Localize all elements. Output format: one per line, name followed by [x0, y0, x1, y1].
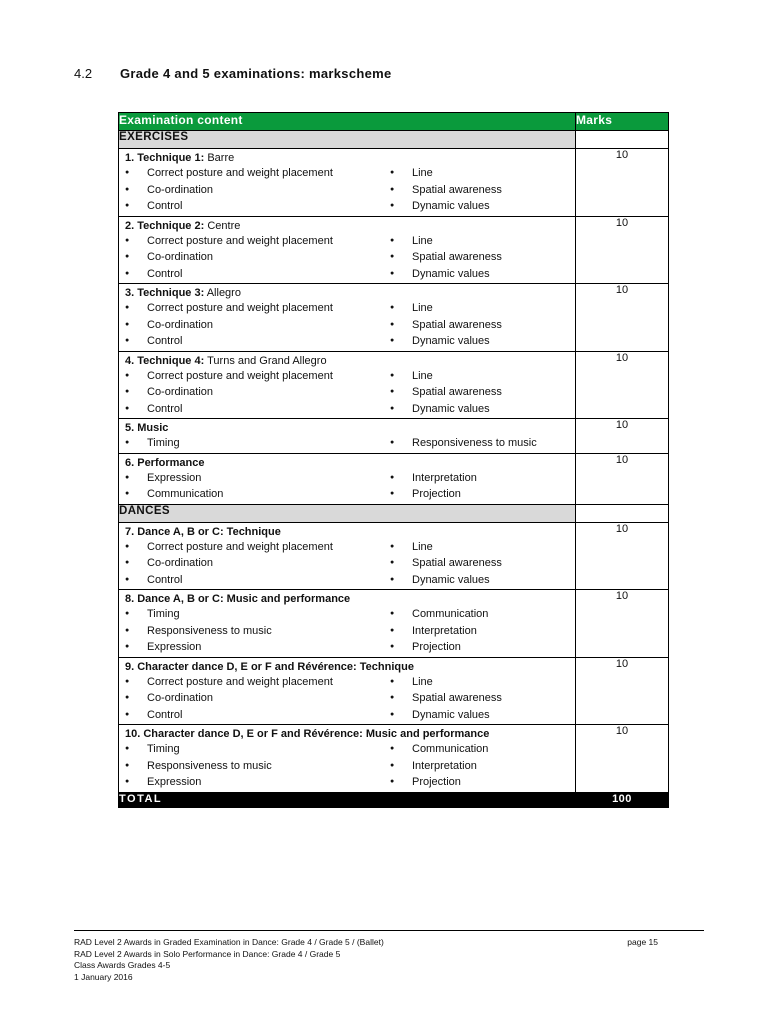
table-row — [119, 522, 669, 590]
criterion-item: ● Correct posture and weight placement — [125, 674, 390, 691]
criterion-item: ● Correct posture and weight placement — [125, 233, 390, 250]
table-row — [119, 590, 669, 658]
criteria-list — [119, 233, 575, 284]
footer-line-2: RAD Level 2 Awards in Solo Performance in Dance: Grade 4 / Grade 5 — [74, 948, 341, 959]
criterion-item: ● Control — [125, 707, 390, 724]
criterion-item: ● Co-ordination — [125, 555, 390, 572]
footer-divider — [74, 930, 704, 931]
criterion-item: ● Dynamic values — [390, 401, 570, 418]
item-cell — [119, 590, 576, 658]
criterion-item: ● Co-ordination — [125, 249, 390, 266]
item-marks: 10 — [576, 284, 669, 352]
footer-line-4: 1 January 2016 — [74, 971, 133, 982]
item-heading: 2. Technique 2: — [125, 219, 205, 232]
criterion-item: ● Interpretation — [390, 758, 570, 775]
item-cell — [119, 419, 576, 454]
item-title — [119, 523, 575, 539]
criterion-item: ● Responsiveness to music — [125, 623, 390, 640]
item-marks: 10 — [576, 149, 669, 217]
item-title — [119, 284, 575, 300]
item-marks: 10 — [576, 725, 669, 793]
criterion-item: ● Line — [390, 233, 570, 250]
item-title — [119, 725, 575, 741]
item-title — [119, 658, 575, 674]
item-cell — [119, 216, 576, 284]
criterion-item: ● Spatial awareness — [390, 690, 570, 707]
item-cell — [119, 284, 576, 352]
criteria-list — [119, 470, 575, 504]
total-row — [119, 792, 669, 807]
criterion-item: ● Spatial awareness — [390, 555, 570, 572]
footer-line-3: Class Awards Grades 4-5 — [74, 960, 171, 970]
item-cell — [119, 453, 576, 504]
criterion-item: ● Communication — [390, 741, 570, 758]
item-heading: 8. Dance A, B or C: Music and performance — [125, 593, 351, 605]
criterion-item: ● Projection — [390, 486, 570, 503]
criteria-list — [119, 741, 575, 792]
criterion-item: ● Dynamic values — [390, 198, 570, 215]
criterion-item: ● Dynamic values — [390, 333, 570, 350]
criterion-item: ● Interpretation — [390, 623, 570, 640]
footer-line-1: RAD Level 2 Awards in Graded Examination in Dance: Grade 4 / Grade 5 / (Ballet) — [74, 937, 384, 947]
criterion-item: ● Control — [125, 266, 390, 283]
section-row — [119, 504, 669, 522]
criteria-list — [119, 368, 575, 419]
criterion-item: ● Line — [390, 300, 570, 317]
criterion-item: ● Dynamic values — [390, 707, 570, 724]
item-subtitle: Turns and Grand Allegro — [207, 354, 327, 367]
item-heading: 6. Performance — [125, 456, 205, 469]
section-label: DANCES — [119, 504, 576, 522]
page-footer — [74, 937, 704, 983]
criterion-item: ● Responsiveness to music — [390, 435, 570, 452]
item-cell — [119, 657, 576, 725]
item-title — [119, 419, 575, 435]
item-marks: 10 — [576, 590, 669, 658]
criterion-item: ● Control — [125, 401, 390, 418]
item-heading: 1. Technique 1: — [125, 152, 205, 164]
item-title — [119, 149, 575, 165]
criterion-item: ● Spatial awareness — [390, 249, 570, 266]
criterion-item: ● Responsiveness to music — [125, 758, 390, 775]
criterion-item: ● Expression — [125, 639, 390, 656]
item-heading: 10. Character dance D, E or F and Révérence: Music and performance — [125, 728, 490, 740]
criterion-item: ● Control — [125, 333, 390, 350]
section-title: Grade 4 and 5 examinations: markscheme — [120, 66, 392, 81]
criterion-item: ● Line — [390, 674, 570, 691]
criterion-item: ● Communication — [125, 486, 390, 503]
item-heading: 7. Dance A, B or C: Technique — [125, 525, 281, 538]
markscheme-table — [118, 112, 669, 808]
item-title — [119, 217, 575, 233]
criterion-item: ● Projection — [390, 639, 570, 656]
criteria-list — [119, 165, 575, 216]
section-marks-cell — [576, 131, 669, 149]
item-heading: 4. Technique 4: — [125, 354, 205, 367]
item-marks: 10 — [576, 419, 669, 454]
header-marks: Marks — [576, 113, 669, 131]
criterion-item: ● Projection — [390, 774, 570, 791]
item-cell — [119, 149, 576, 217]
criterion-item: ● Line — [390, 165, 570, 182]
criterion-item: ● Dynamic values — [390, 572, 570, 589]
item-subtitle: Allegro — [206, 287, 241, 299]
criterion-item: ● Timing — [125, 741, 390, 758]
criterion-item: ● Line — [390, 368, 570, 385]
section-row — [119, 131, 669, 149]
criterion-item: ● Co-ordination — [125, 690, 390, 707]
item-subtitle: Centre — [207, 219, 241, 232]
criterion-item: ● Dynamic values — [390, 266, 570, 283]
criterion-item: ● Timing — [125, 606, 390, 623]
table-row — [119, 351, 669, 419]
section-marks-cell — [576, 504, 669, 522]
item-heading: 5. Music — [125, 422, 169, 434]
criterion-item: ● Correct posture and weight placement — [125, 300, 390, 317]
section-number: 4.2 — [74, 66, 93, 81]
header-content: Examination content — [119, 113, 576, 131]
item-marks: 10 — [576, 522, 669, 590]
table-row — [119, 657, 669, 725]
table-row — [119, 453, 669, 504]
item-heading: 3. Technique 3: — [125, 287, 205, 299]
criterion-item: ● Correct posture and weight placement — [125, 539, 390, 556]
criterion-item: ● Spatial awareness — [390, 384, 570, 401]
item-cell — [119, 522, 576, 590]
table-row — [119, 284, 669, 352]
table-row — [119, 419, 669, 454]
criterion-item: ● Spatial awareness — [390, 182, 570, 199]
page-number: page 15 — [627, 937, 658, 947]
criteria-list — [119, 300, 575, 351]
item-marks: 10 — [576, 216, 669, 284]
criterion-item: ● Timing — [125, 435, 390, 452]
criterion-item: ● Co-ordination — [125, 182, 390, 199]
criterion-item: ● Correct posture and weight placement — [125, 368, 390, 385]
total-value: 100 — [576, 792, 669, 807]
criteria-list — [119, 606, 575, 657]
criteria-list — [119, 674, 575, 725]
criterion-item: ● Control — [125, 572, 390, 589]
item-title — [119, 454, 575, 470]
table-row — [119, 725, 669, 793]
criteria-list — [119, 539, 575, 590]
item-cell — [119, 725, 576, 793]
criterion-item: ● Spatial awareness — [390, 317, 570, 334]
criterion-item: ● Co-ordination — [125, 317, 390, 334]
table-row — [119, 216, 669, 284]
criterion-item: ● Communication — [390, 606, 570, 623]
criterion-item: ● Interpretation — [390, 470, 570, 487]
item-marks: 10 — [576, 351, 669, 419]
criterion-item: ● Correct posture and weight placement — [125, 165, 390, 182]
total-label: TOTAL — [119, 792, 576, 807]
item-subtitle: Barre — [207, 152, 235, 164]
criterion-item: ● Control — [125, 198, 390, 215]
item-heading: 9. Character dance D, E or F and Révérence: Technique — [125, 660, 414, 673]
criterion-item: ● Co-ordination — [125, 384, 390, 401]
item-cell — [119, 351, 576, 419]
criterion-item: ● Line — [390, 539, 570, 556]
item-title — [119, 590, 575, 606]
table-header-row — [119, 113, 669, 131]
item-title — [119, 352, 575, 368]
table-row — [119, 149, 669, 217]
item-marks: 10 — [576, 453, 669, 504]
item-marks: 10 — [576, 657, 669, 725]
criteria-list — [119, 435, 575, 453]
section-label: EXERCISES — [119, 131, 576, 149]
criterion-item: ● Expression — [125, 774, 390, 791]
criterion-item: ● Expression — [125, 470, 390, 487]
